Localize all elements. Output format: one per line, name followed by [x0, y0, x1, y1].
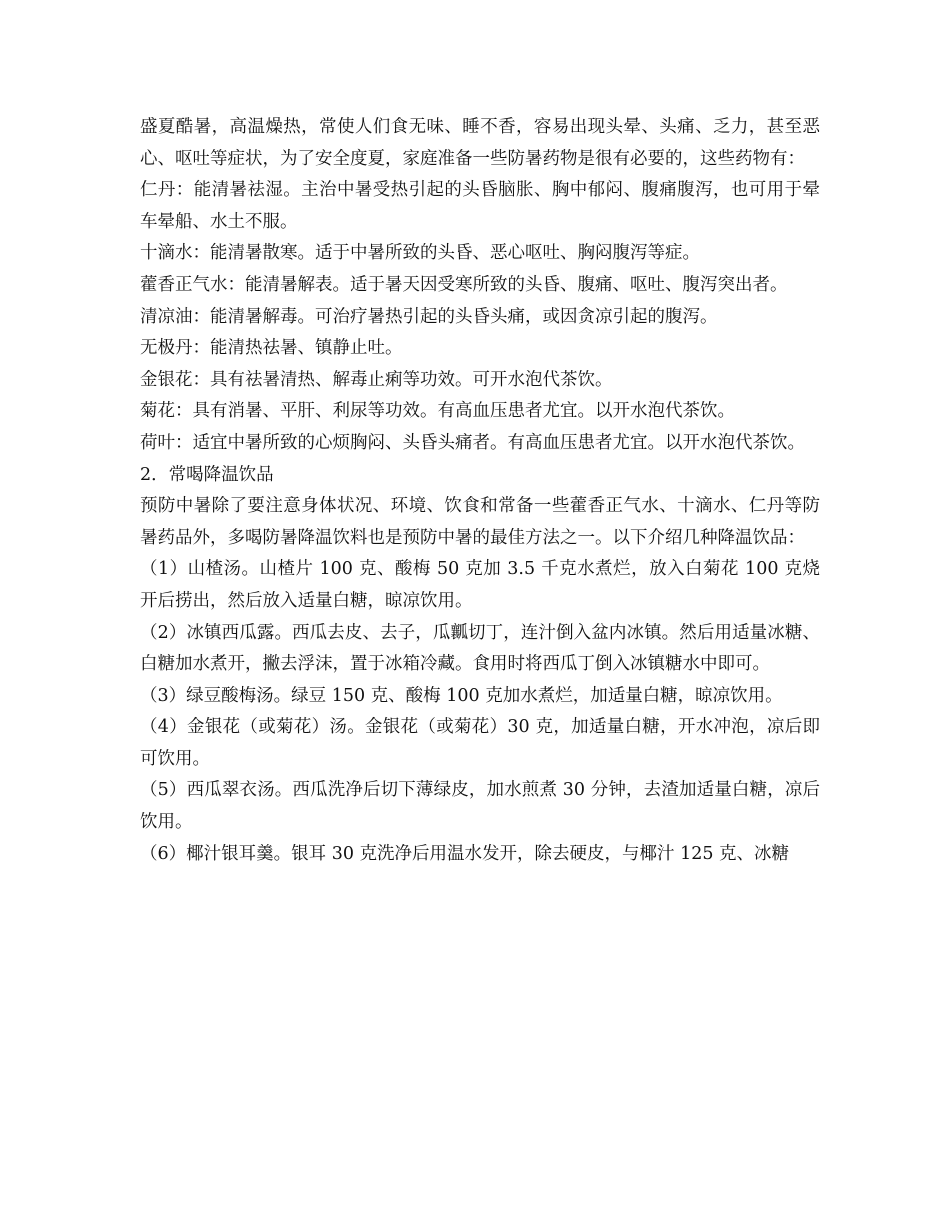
intro-paragraph: 盛夏酷暑，高温燥热，常使人们食无味、睡不香，容易出现头晕、头痛、乏力，甚至恶心、呕吐等症状，为了安全度夏，家庭准备一些防暑药物是很有必要的，这些药物有：: [140, 117, 820, 169]
medicine-juhua: 菊花：具有消暑、平肝、利尿等功效。有高血压患者尤宜。以开水泡代茶饮。: [140, 401, 735, 422]
drink-item-3: （3）绿豆酸梅汤。绿豆 150 克、酸梅 100 克加水煮烂，加适量白糖，晾凉饮用。: [140, 685, 783, 706]
medicine-heye: 荷叶：适宜中暑所致的心烦胸闷、头昏头痛者。有高血压患者尤宜。以开水泡代茶饮。: [140, 432, 805, 453]
medicine-shidishui: 十滴水：能清暑散寒。适于中暑所致的头昏、恶心呕吐、胸闷腹泻等症。: [140, 243, 700, 264]
drink-item-1: （1）山楂汤。山楂片 100 克、酸梅 50 克加 3.5 千克水煮烂，放入白菊花 100 克烧开后捞出，然后放入适量白糖，晾凉饮用。: [140, 559, 820, 611]
medicine-wujidan: 无极丹：能清热祛暑、镇静止吐。: [140, 338, 403, 359]
drink-item-5: （5）西瓜翠衣汤。西瓜洗净后切下薄绿皮，加水煎煮 30 分钟，去渣加适量白糖，凉后饮用。: [140, 780, 820, 833]
document-page: [140, 112, 820, 870]
medicine-jinyinhua: 金银花：具有祛暑清热、解毒止痢等功效。可开水泡代茶饮。: [140, 369, 613, 390]
medicine-qingliangyou: 清凉油：能清暑解毒。可治疗暑热引起的头昏头痛，或因贪凉引起的腹泻。: [140, 306, 718, 327]
drink-item-4: （4）金银花（或菊花）汤。金银花（或菊花）30 克，加适量白糖，开水冲泡，凉后即可饮用。: [140, 717, 820, 769]
medicine-huoxiang: 藿香正气水：能清暑解表。适于暑天因受寒所致的头昏、腹痛、呕吐、腹泻突出者。: [140, 274, 788, 295]
drink-item-6: （6）椰汁银耳羹。银耳 30 克洗净后用温水发开，除去硬皮，与椰汁 125 克、冰糖: [140, 843, 790, 864]
drink-item-2: （2）冰镇西瓜露。西瓜去皮、去子，瓜瓤切丁，连汁倒入盆内冰镇。然后用适量冰糖、白糖加水煮开，撇去浮沫，置于冰箱冷藏。食用时将西瓜丁倒入冰镇糖水中即可。: [140, 622, 820, 675]
section-heading: 2．常喝降温饮品: [140, 464, 274, 485]
medicine-rendan: 仁丹：能清暑祛湿。主治中暑受热引起的头昏脑胀、胸中郁闷、腹痛腹泻，也可用于晕车晕船、水土不服。: [140, 180, 820, 232]
drinks-intro-paragraph: 预防中暑除了要注意身体状况、环境、饮食和常备一些藿香正气水、十滴水、仁丹等防暑药品外，多喝防暑降温饮料也是预防中暑的最佳方法之一。以下介绍几种降温饮品：: [140, 496, 820, 548]
